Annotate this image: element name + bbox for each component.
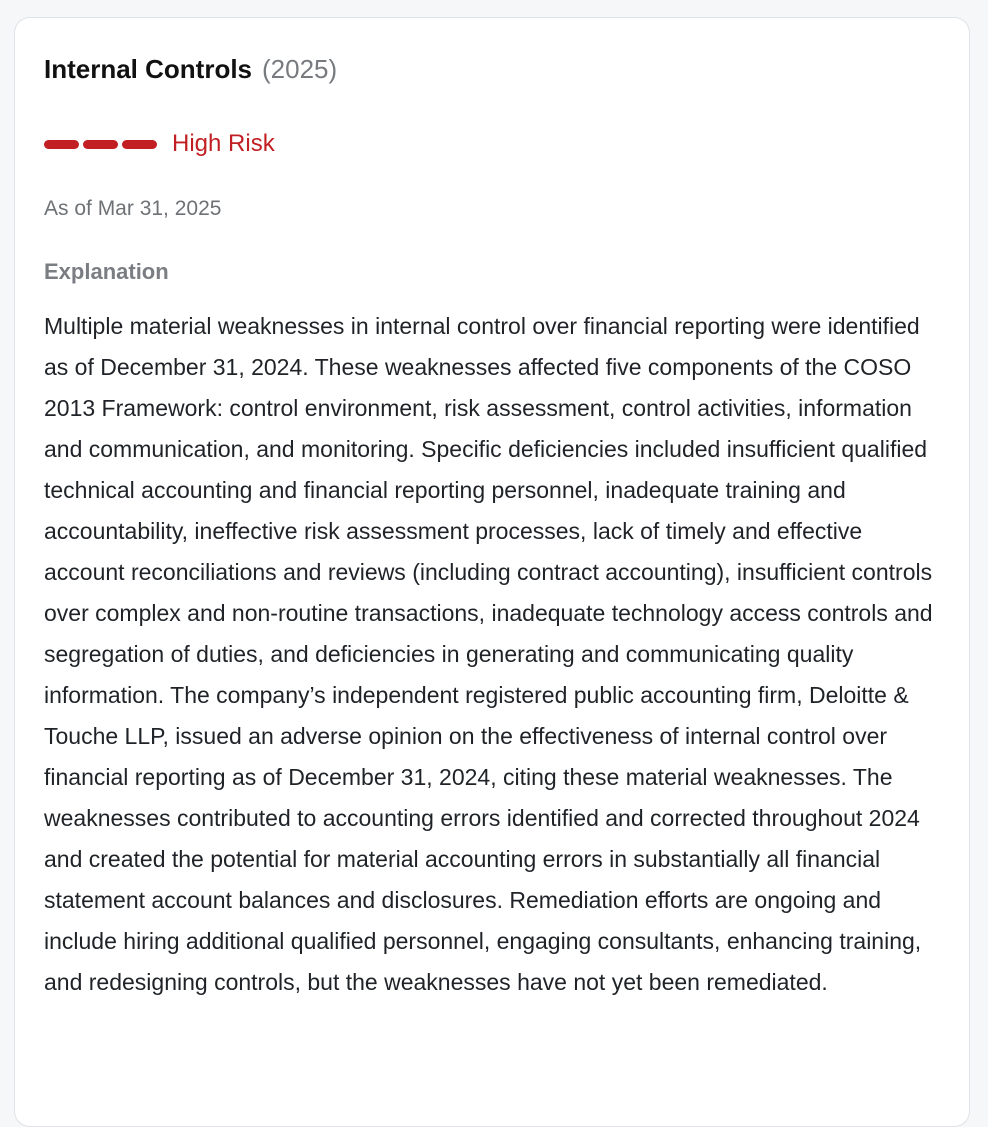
explanation-text: Multiple material weaknesses in internal control over financial reporting were identified as of December 31, 2024. These weaknesses affected five components of the COSO 2013 Framework: control environment, risk assessment, control activities, information and communication, and monitoring. Specific deficiencies included insufficient qualified technical accounting and financial reporting personnel, inadequate training and accountability, ineffective risk assessment processes, lack of timely and effective account reconciliations and reviews (including contract accounting), insufficient controls over complex and non-routine transactions, inadequate technology access controls and segregation of duties, and deficiencies in generating and communicating quality information. The company’s independent registered public accounting firm, Deloitte & Touche LLP, issued an adverse opinion on the effectiveness of internal control over financial reporting as of December 31, 2024, citing these material weaknesses. The weaknesses contributed to accounting errors identified and corrected throughout 2024 and created the potential for material accounting errors in substantially all financial statement account balances and disclosures. Remediation efforts are ongoing and include hiring additional qualified personnel, engaging consultants, enhancing training, and redesigning controls, but the weaknesses have not yet been remediated. [44, 313, 933, 995]
card-header [44, 54, 337, 89]
risk-bar [122, 140, 157, 149]
risk-indicator [44, 129, 275, 159]
card-title: Internal Controls [44, 54, 253, 84]
as-of-date: As of Mar 31, 2025 [44, 197, 222, 220]
explanation-heading: Explanation [44, 259, 169, 284]
internal-controls-card [14, 17, 970, 1127]
risk-label: High Risk [172, 130, 275, 157]
card-year: (2025) [262, 54, 338, 84]
risk-level-bars [44, 140, 157, 149]
risk-bar [44, 140, 79, 149]
risk-bar [83, 140, 118, 149]
